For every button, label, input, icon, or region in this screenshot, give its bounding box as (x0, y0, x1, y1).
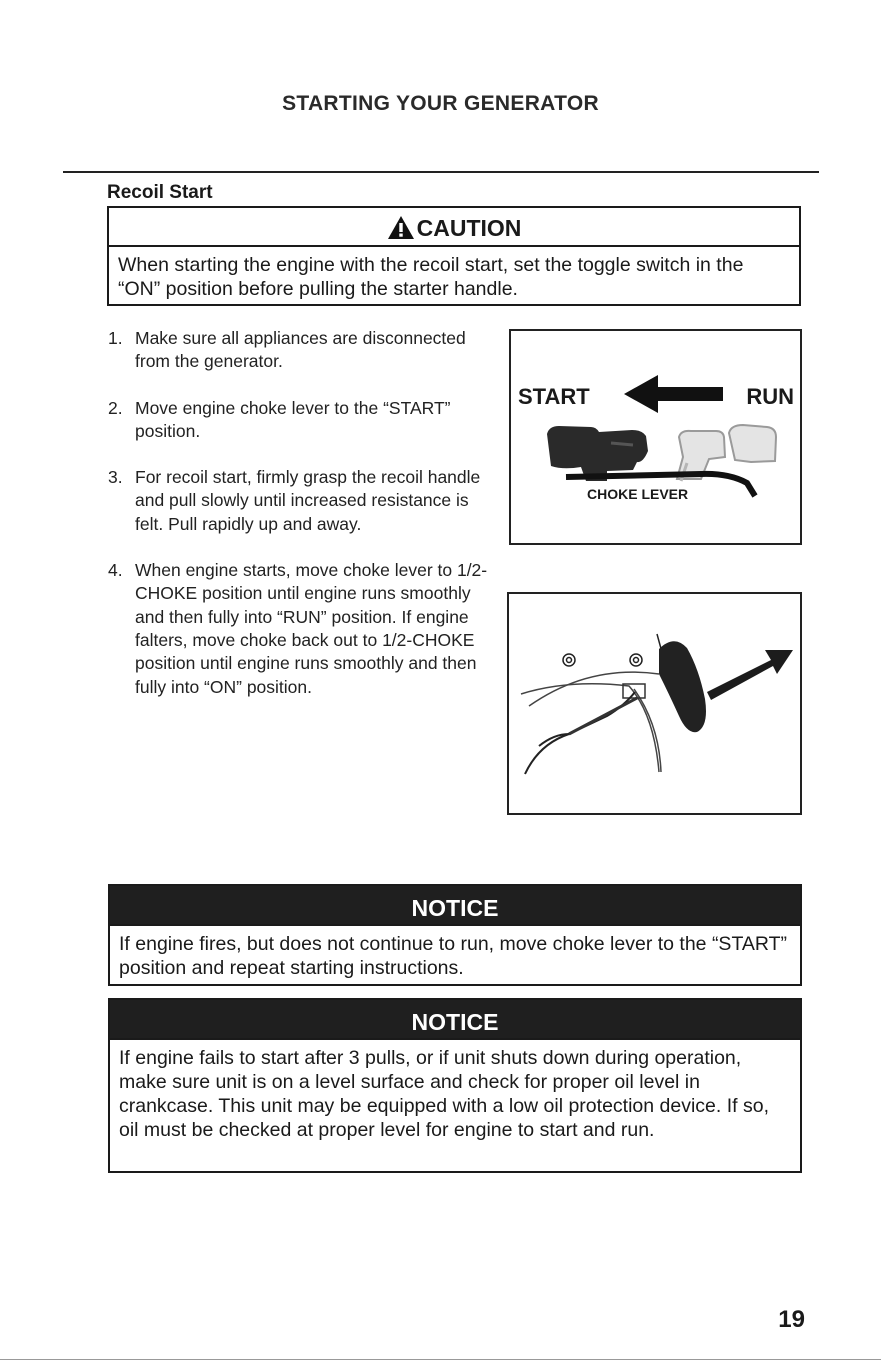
step-text: Move engine choke lever to the “START” position. (135, 397, 451, 441)
caution-body: When starting the engine with the recoil start, set the toggle switch in the “ON” position before pulling the starter handle. (118, 254, 744, 300)
recoil-handle (659, 641, 706, 732)
caution-box (107, 206, 801, 306)
step-number: 1. (108, 328, 123, 348)
notice-header: NOTICE (110, 886, 800, 926)
choke-lever-figure (509, 329, 802, 545)
step-text: For recoil start, firmly grasp the recoil handle and pull slowly until increased resistance is felt. Pull rapidly up and away. (135, 467, 481, 534)
notice-header: NOTICE (110, 1000, 800, 1040)
step-number: 4. (108, 560, 123, 581)
run-label: RUN (746, 384, 794, 409)
step-3 (108, 466, 493, 536)
steps-list (108, 327, 493, 699)
recoil-pull-figure (507, 592, 802, 815)
choke-lever-label: CHOKE LEVER (587, 486, 689, 502)
header-divider (63, 171, 819, 173)
warning-triangle-icon (387, 215, 415, 240)
caution-header (109, 208, 799, 247)
step-1 (108, 327, 493, 374)
step-number: 2. (108, 397, 123, 418)
section-heading: Recoil Start (107, 182, 213, 203)
notice-body: If engine fails to start after 3 pulls, or if unit shuts down during operation, make sure unit is on a level surface and check for proper oil level in crankcase. This unit may be equipped with a low oil protection device. If so, oil must be checked at proper level for engine to start and run. (119, 1047, 769, 1141)
page-title: STARTING YOUR GENERATOR (282, 92, 599, 115)
left-arrow-icon (624, 375, 723, 413)
step-2 (108, 397, 493, 444)
step-text: When engine starts, move choke lever to 1/2-CHOKE position until engine runs smoothly and then fully into “RUN” position. If engine falters, move choke back out to 1/2-CHOKE position until engine runs smoothly and then fully into “ON” position. (135, 560, 488, 697)
recoil-illustration (509, 594, 800, 813)
step-number: 3. (108, 467, 123, 488)
notice-box-2 (108, 998, 802, 1173)
start-label: START (518, 384, 590, 409)
bolt-icon (563, 654, 642, 666)
pull-arrow-icon (707, 650, 793, 700)
step-text: Make sure all appliances are disconnected from the generator. (135, 328, 466, 372)
step-4 (108, 559, 493, 699)
caution-heading: CAUTION (416, 215, 522, 241)
page-number: 19 (778, 1306, 805, 1333)
choke-illustration (511, 331, 800, 543)
page-bottom-border (0, 1359, 881, 1360)
notice-body: If engine fires, but does not continue to run, move choke lever to the “START” position and repeat starting instructions. (119, 933, 788, 979)
notice-box-1 (108, 884, 802, 986)
